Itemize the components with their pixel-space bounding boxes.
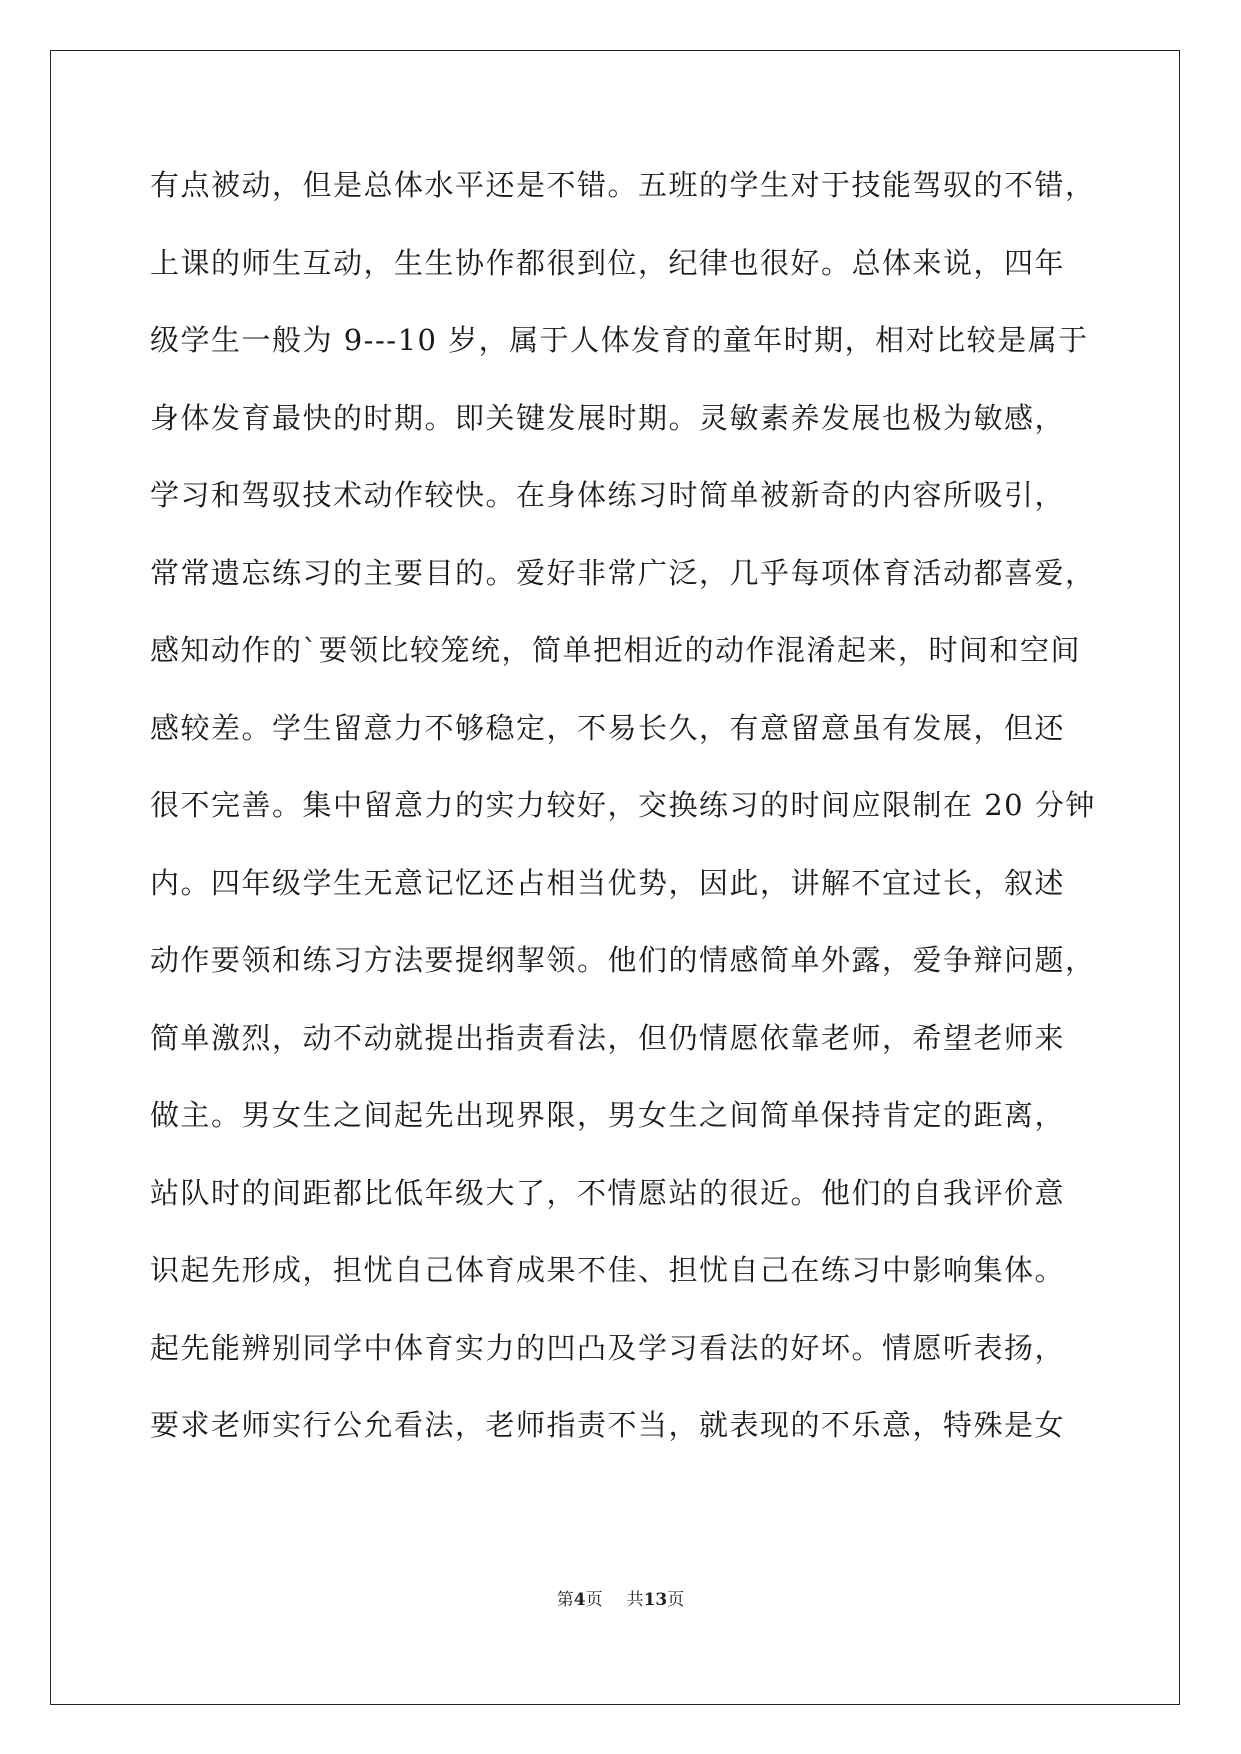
text-line: 感较差。学生留意力不够稳定，不易长久，有意留意虽有发展，但还 [150,710,1066,745]
text-line: 学习和驾驭技术动作较快。在身体练习时简单被新奇的内容所吸引， [150,478,1066,512]
page-total: 共13页 [626,1590,685,1610]
text-line: 级学生一般为 9---10 岁，属于人体发育的童年时期，相对比较是属于 [150,323,1089,357]
text-line: 简单激烈，动不动就提出指责看法，但仍情愿依靠老师，希望老师来 [150,1020,1066,1055]
text-line: 要求老师实行公允看法，老师指责不当，就表现的不乐意，特殊是女 [150,1408,1066,1442]
page-number: 第4页 [556,1590,603,1610]
text-line: 感知动作的`要领比较笼统，简单把相近的动作混淆起来，时间和空间 [150,633,1082,667]
text-line: 起先能辨别同学中体育实力的凹凸及学习看法的好坏。情愿听表扬， [150,1330,1066,1365]
text-line: 做主。男女生之间起先出现界限，男女生之间简单保持肯定的距离， [150,1098,1066,1132]
page-footer [0,1588,1241,1612]
text-line: 上课的师生互动，生生协作都很到位，纪律也很好。总体来说，四年 [150,245,1066,280]
text-line: 很不完善。集中留意力的实力较好，交换练习的时间应限制在 20 分钟 [150,788,1096,822]
text-line: 站队时的间距都比低年级大了，不情愿站的很近。他们的自我评价意 [150,1175,1066,1210]
text-line: 识起先形成，担忧自己体育成果不佳、担忧自己在练习中影响集体。 [150,1253,1066,1287]
text-line: 身体发育最快的时期。即关键发展时期。灵敏素养发展也极为敏感， [150,400,1066,435]
text-line: 内。四年级学生无意记忆还占相当优势，因此，讲解不宜过长，叙述 [150,865,1066,900]
body-text [150,162,1096,1480]
text-line: 有点被动，但是总体水平还是不错。五班的学生对于技能驾驭的不错， [150,168,1096,202]
text-line: 常常遗忘练习的主要目的。爱好非常广泛，几乎每项体育活动都喜爱， [150,555,1096,590]
text-line: 动作要领和练习方法要提纲挈领。他们的情感简单外露，爱争辩问题， [150,943,1096,977]
